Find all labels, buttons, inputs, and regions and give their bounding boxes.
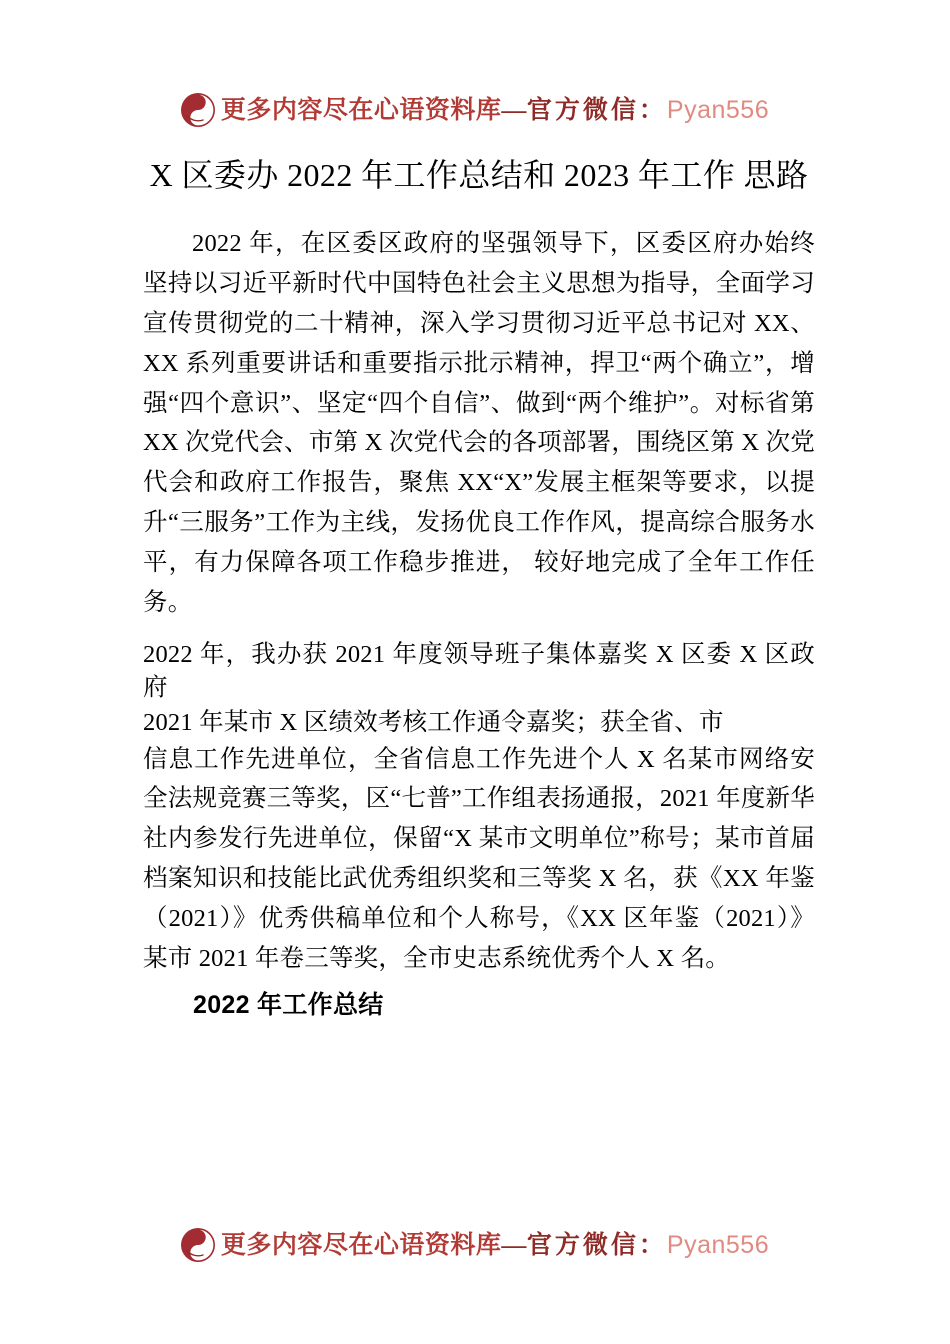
watermark-wechat-id: Pyan556 <box>666 1230 770 1259</box>
yin-yang-fish-logo-icon <box>181 1228 215 1262</box>
paragraph-intro: 2022 年，在区委区政府的坚强领导下，区委区府办始终坚持以习近平新时代中国特色社会主义思想为指导，全面学习宣传贯彻党的二十精神，深入学习贯彻习近平总书记对 XX、XX 系列重要讲话和重要指示批示精神，捍卫“两个确立”，增强“四个意识”、坚定“四个自信”、做到“两个维护”。对标省第 XX 次党代会、市第 X 次党代会的各项部署，围绕区第 X 次党代会和政府工作报告，聚焦 XX“X”发展主框架等要求，以提升“三服务”工作为主线，发扬优良工作作风，提高综合服务水平，有力保障各项工作稳步推进， 较好地完成了全年工作任务。 <box>143 229 815 617</box>
paragraph-spacer <box>143 629 815 639</box>
watermark-text <box>220 1230 770 1259</box>
watermark-text <box>220 95 770 124</box>
watermark-header <box>0 93 950 127</box>
watermark-wechat-label: 官方微信： <box>526 1231 667 1259</box>
page-title-line-2: 思路 <box>743 157 809 193</box>
page-title-line-1: X 区委办 2022 年工作总结和 2023 年工作 <box>149 157 736 193</box>
yin-yang-fish-logo-icon <box>181 93 215 127</box>
document-body <box>143 150 815 1025</box>
watermark-dash: — <box>501 96 527 124</box>
watermark-wechat-label: 官方微信： <box>526 96 667 124</box>
watermark-wechat-id: Pyan556 <box>666 95 770 124</box>
paragraph-awards-line-1: 2022 年，我办获 2021 年度领导班子集体嘉奖 X 区委 X 区政府 <box>143 641 815 701</box>
paragraph-awards-rest: 信息工作先进单位，全省信息工作先进个人 X 名某市网络安全法规竞赛三等奖，区“七普”工作组表扬通报，2021 年度新华社内参发行先进单位，保留“X 某市文明单位”称号；某市首届档案知识和技能比武优秀组织奖和三等奖 X 名，获《XX 年鉴（2021）》优秀供稿单位和个人称号，《XX 区年鉴（2021）》某市 2021 年卷三等奖，全市史志系统优秀个人 X 名。 <box>143 745 815 973</box>
paragraph-awards-line-2: 2021 年某市 X 区绩效考核工作通令嘉奖；获全省、市 <box>143 708 724 736</box>
watermark-footer <box>0 1228 950 1262</box>
watermark-site-name: 更多内容尽在心语资料库 <box>220 96 502 124</box>
watermark-dash: — <box>501 1231 527 1259</box>
watermark-site-name: 更多内容尽在心语资料库 <box>220 1231 502 1259</box>
heading-2022-summary: 2022 年工作总结 <box>193 991 384 1020</box>
page-title <box>143 150 815 202</box>
